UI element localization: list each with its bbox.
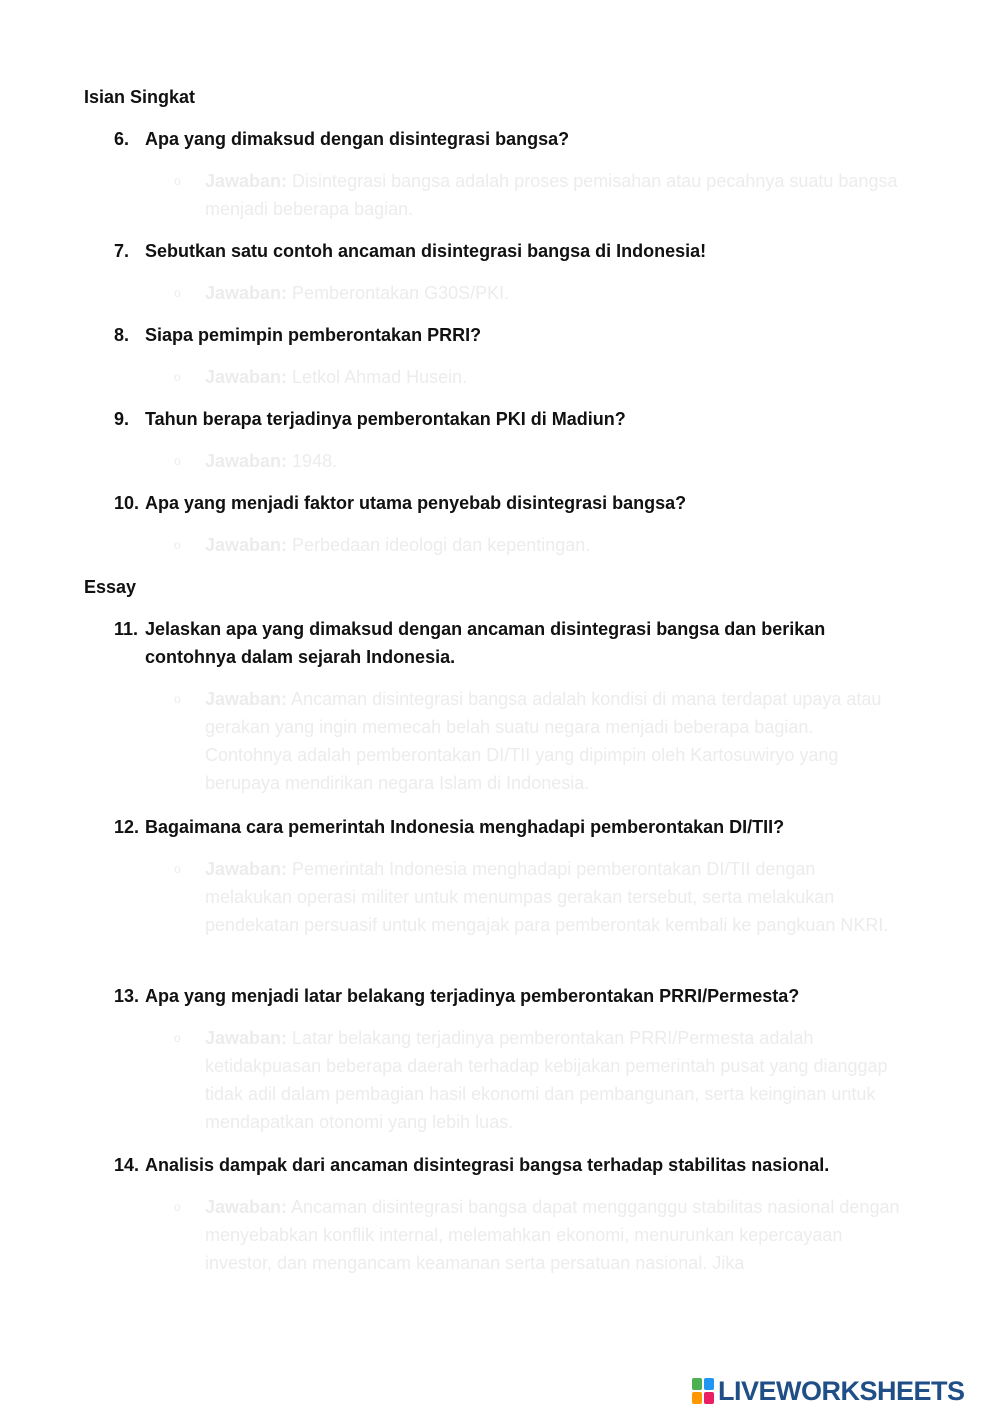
logo-mark-square xyxy=(692,1392,702,1404)
question-number: 7. xyxy=(114,241,130,261)
question-text: Jelaskan apa yang dimaksud dengan ancaman disintegrasi bangsa dan berikan contohnya dalam sejarah Indonesia. xyxy=(145,619,826,667)
question-number: 10. xyxy=(114,493,140,513)
answer-12 xyxy=(174,855,904,939)
question-14 xyxy=(114,1151,894,1179)
bullet-circle-icon: o xyxy=(174,862,181,876)
answer-text: 1948. xyxy=(292,451,338,471)
question-10 xyxy=(114,489,894,517)
question-text: Apa yang menjadi latar belakang terjadinya pemberontakan PRRI/Permesta? xyxy=(145,986,800,1006)
bullet-circle-icon: o xyxy=(174,1031,181,1045)
answer-label: Jawaban: xyxy=(205,859,288,879)
answer-text: Perbedaan ideologi dan kepentingan. xyxy=(292,535,591,555)
question-text: Apa yang menjadi faktor utama penyebab disintegrasi bangsa? xyxy=(145,493,687,513)
answer-text: Pemberontakan G30S/PKI. xyxy=(292,283,510,303)
answer-7 xyxy=(174,279,904,307)
answer-13 xyxy=(174,1024,904,1136)
logo-mark-icon xyxy=(692,1378,714,1404)
question-number: 13. xyxy=(114,986,140,1006)
logo-text: LIVEWORKSHEETS xyxy=(718,1375,965,1406)
question-text: Analisis dampak dari ancaman disintegrasi bangsa terhadap stabilitas nasional. xyxy=(145,1155,830,1175)
logo-mark-square xyxy=(704,1378,714,1390)
answer-text: Pemerintah Indonesia menghadapi pemberontakan DI/TII dengan melakukan operasi militer untuk menumpas gerakan tersebut, serta melakukan pendekatan persuasif untuk mengajak para pemberontak kembali ke pangkuan NKRI. xyxy=(205,859,889,935)
answer-label: Jawaban: xyxy=(205,535,288,555)
answer-label: Jawaban: xyxy=(205,451,288,471)
section-heading-isian-singkat: Isian Singkat xyxy=(84,87,196,107)
liveworksheets-logo[interactable] xyxy=(692,1374,965,1408)
bullet-circle-icon: o xyxy=(174,174,181,188)
answer-text: Disintegrasi bangsa adalah proses pemisahan atau pecahnya suatu bangsa menjadi beberapa bagian. xyxy=(205,171,898,219)
answer-label: Jawaban: xyxy=(205,171,288,191)
question-number: 6. xyxy=(114,129,130,149)
bullet-circle-icon: o xyxy=(174,692,181,706)
answer-11 xyxy=(174,685,904,797)
answer-6 xyxy=(174,167,904,223)
answer-text: Latar belakang terjadinya pemberontakan PRRI/Permesta adalah ketidakpuasan beberapa daerah terhadap kebijakan pemerintah pusat yang dianggap tidak adil dalam pembagian hasil ekonomi dan pembangunan, serta keinginan untuk mendapatkan otonomi yang lebih luas. xyxy=(205,1028,888,1132)
question-number: 12. xyxy=(114,817,140,837)
question-number: 14. xyxy=(114,1155,140,1175)
answer-8 xyxy=(174,363,904,391)
question-number: 8. xyxy=(114,325,130,345)
bullet-circle-icon: o xyxy=(174,454,181,468)
answer-9 xyxy=(174,447,904,475)
answer-text: Letkol Ahmad Husein. xyxy=(292,367,468,387)
section-heading-essay: Essay xyxy=(84,577,137,597)
question-text: Bagaimana cara pemerintah Indonesia menghadapi pemberontakan DI/TII? xyxy=(145,817,785,837)
answer-label: Jawaban: xyxy=(205,1197,288,1217)
bullet-circle-icon: o xyxy=(174,286,181,300)
question-text: Apa yang dimaksud dengan disintegrasi bangsa? xyxy=(145,129,570,149)
question-9 xyxy=(114,405,894,433)
answer-text: Ancaman disintegrasi bangsa dapat mengganggu stabilitas nasional dengan menyebabkan konflik internal, melemahkan ekonomi, menurunkan kepercayaan investor, dan mengancam keamanan serta persatuan nasional. Jika xyxy=(205,1197,900,1273)
question-6 xyxy=(114,125,894,153)
answer-10 xyxy=(174,531,904,559)
logo-mark-square xyxy=(704,1392,714,1404)
question-text: Sebutkan satu contoh ancaman disintegrasi bangsa di Indonesia! xyxy=(145,241,707,261)
question-number: 11. xyxy=(114,619,139,639)
answer-label: Jawaban: xyxy=(205,367,288,387)
question-text: Siapa pemimpin pemberontakan PRRI? xyxy=(145,325,482,345)
answer-label: Jawaban: xyxy=(205,689,288,709)
question-text: Tahun berapa terjadinya pemberontakan PKI di Madiun? xyxy=(145,409,626,429)
question-7 xyxy=(114,237,894,265)
answer-text: Ancaman disintegrasi bangsa adalah kondisi di mana terdapat upaya atau gerakan yang ingin memecah belah suatu negara menjadi beberapa bagian. Contohnya adalah pemberontakan DI/TII yang dipimpin oleh Kartosuwiryo yang berupaya mendirikan negara Islam di Indonesia. xyxy=(205,689,882,793)
question-12 xyxy=(114,813,894,841)
answer-label: Jawaban: xyxy=(205,283,288,303)
question-8 xyxy=(114,321,894,349)
logo-mark-square xyxy=(692,1378,702,1390)
bullet-circle-icon: o xyxy=(174,1200,181,1214)
question-number: 9. xyxy=(114,409,130,429)
bullet-circle-icon: o xyxy=(174,538,181,552)
answer-label: Jawaban: xyxy=(205,1028,288,1048)
answer-14 xyxy=(174,1193,904,1277)
question-11 xyxy=(114,615,894,671)
question-13 xyxy=(114,982,894,1010)
bullet-circle-icon: o xyxy=(174,370,181,384)
